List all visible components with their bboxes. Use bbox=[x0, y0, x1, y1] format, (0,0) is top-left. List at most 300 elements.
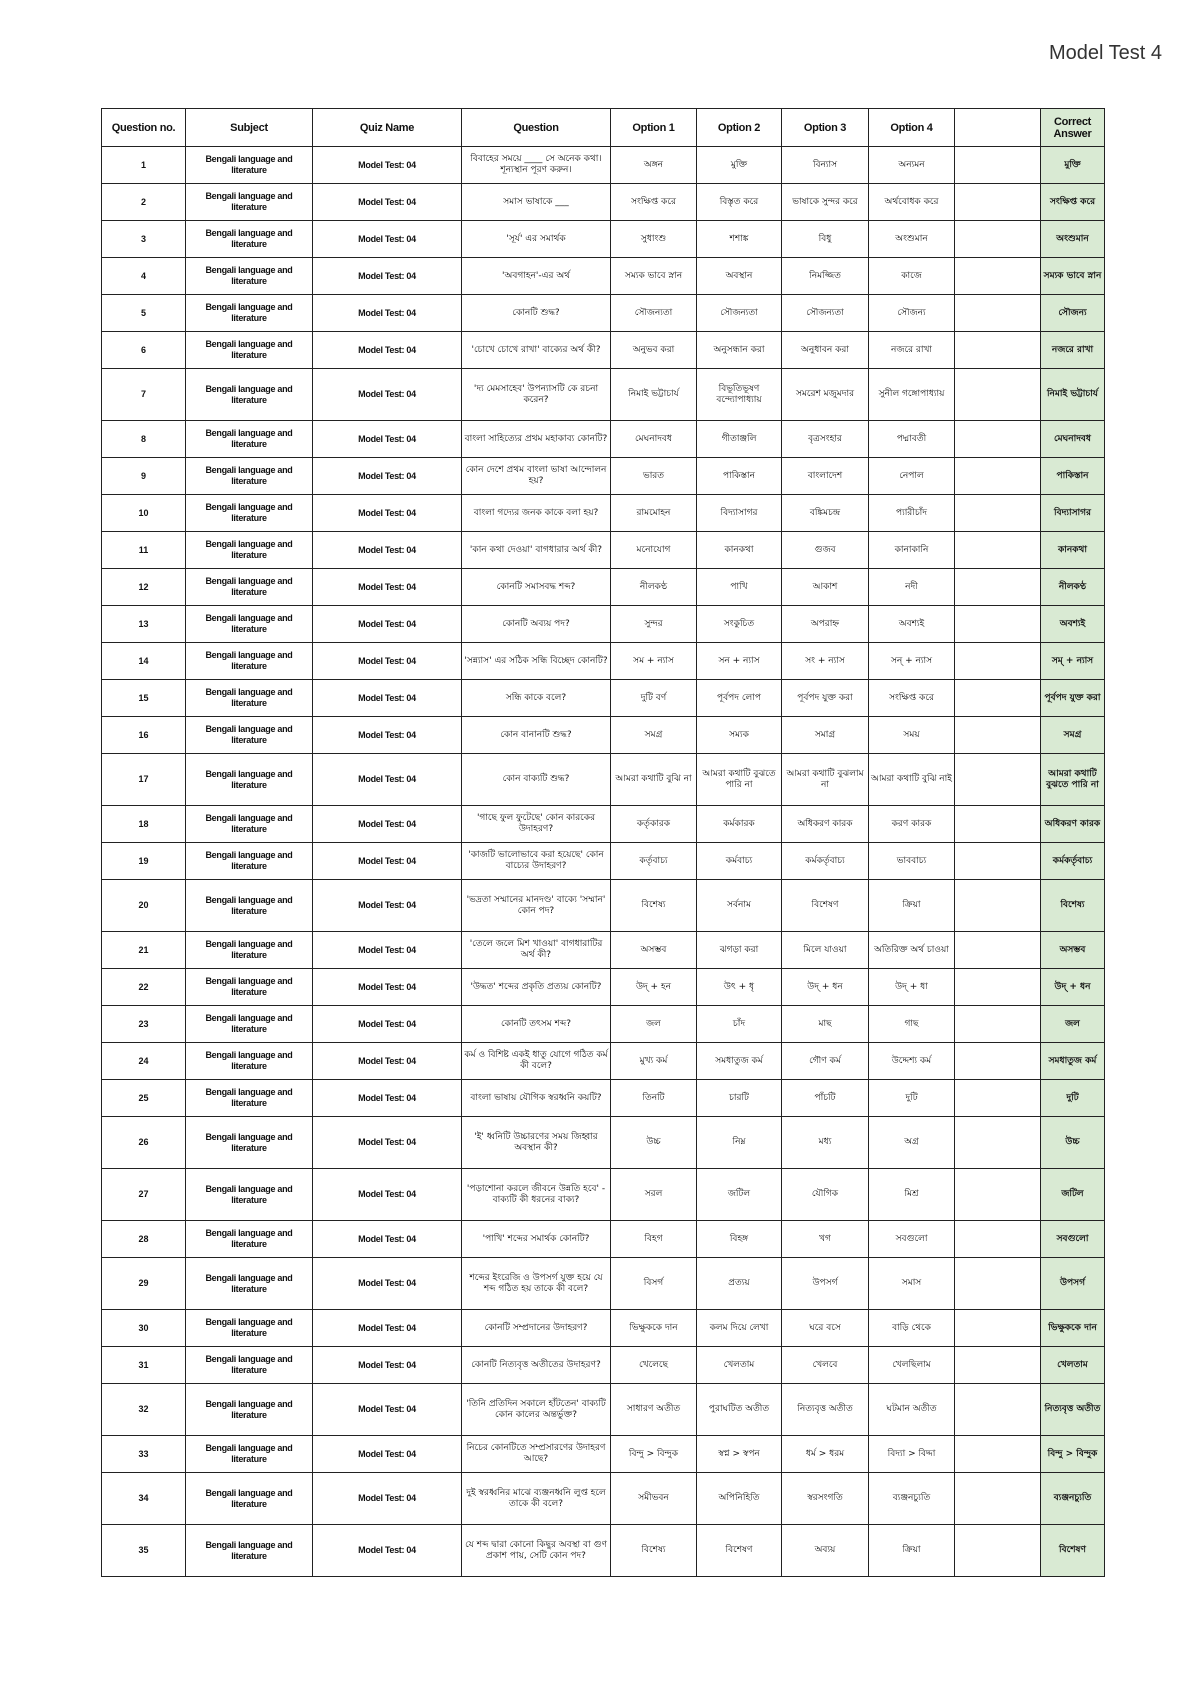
correct-answer-cell: উপসর্গ bbox=[1041, 1258, 1105, 1310]
question-cell: 'কান কথা দেওয়া' বাগধারার অর্থ কী? bbox=[462, 532, 611, 569]
table-row bbox=[102, 1080, 1105, 1117]
blank-cell bbox=[955, 1169, 1041, 1221]
page-title: Model Test 4 bbox=[1048, 42, 1162, 64]
question-cell: কোনটি অব্যয় পদ? bbox=[462, 606, 611, 643]
subject-cell: Bengali language and literature bbox=[186, 969, 313, 1006]
table-row bbox=[102, 1169, 1105, 1221]
option-1-cell: বিশেষ্য bbox=[611, 880, 697, 932]
subject-cell: Bengali language and literature bbox=[186, 295, 313, 332]
option-4-cell: করণ কারক bbox=[869, 806, 955, 843]
option-4-cell: মিশ্র bbox=[869, 1169, 955, 1221]
subject-cell: Bengali language and literature bbox=[186, 1347, 313, 1384]
correct-answer-cell: সংক্ষিপ্ত করে bbox=[1041, 184, 1105, 221]
option-2-cell: পাকিস্তান bbox=[697, 458, 782, 495]
option-2-cell: সন + ন্যাস bbox=[697, 643, 782, 680]
option-3-cell: অপরাহ্ন bbox=[782, 606, 869, 643]
option-4-cell: অতিরিক্ত অর্থ চাওয়া bbox=[869, 932, 955, 969]
option-4-cell: বিদ্যা > বিদ্দা bbox=[869, 1436, 955, 1473]
option-2-cell: সংকুচিত bbox=[697, 606, 782, 643]
subject-cell: Bengali language and literature bbox=[186, 932, 313, 969]
blank-cell bbox=[955, 1384, 1041, 1436]
option-2-cell: বিভূতিভূষণ বন্দ্যোপাধ্যায় bbox=[697, 369, 782, 421]
option-2-cell: চারটি bbox=[697, 1080, 782, 1117]
quiz-name-cell: Model Test: 04 bbox=[313, 147, 462, 184]
question-cell: 'সূর্য' এর সমার্থক bbox=[462, 221, 611, 258]
option-1-cell: সমগ্র bbox=[611, 717, 697, 754]
question-number: 33 bbox=[102, 1436, 186, 1473]
table-row bbox=[102, 295, 1105, 332]
table-row bbox=[102, 569, 1105, 606]
table-row bbox=[102, 880, 1105, 932]
option-4-cell: সমাস bbox=[869, 1258, 955, 1310]
table-row bbox=[102, 680, 1105, 717]
quiz-name-cell: Model Test: 04 bbox=[313, 1080, 462, 1117]
question-cell: কোন দেশে প্রথম বাংলা ভাষা আন্দোলন হয়? bbox=[462, 458, 611, 495]
option-4-cell: অর্থবোধক করে bbox=[869, 184, 955, 221]
header-subject: Subject bbox=[186, 109, 313, 147]
question-number: 6 bbox=[102, 332, 186, 369]
quiz-name-cell: Model Test: 04 bbox=[313, 458, 462, 495]
question-number: 1 bbox=[102, 147, 186, 184]
option-1-cell: উচ্চ bbox=[611, 1117, 697, 1169]
blank-cell bbox=[955, 717, 1041, 754]
correct-answer-cell: খেলতাম bbox=[1041, 1347, 1105, 1384]
option-2-cell: অপিনিহিতি bbox=[697, 1473, 782, 1525]
option-4-cell: সময় bbox=[869, 717, 955, 754]
option-1-cell: সৌজন্যতা bbox=[611, 295, 697, 332]
option-3-cell: সং + ন্যাস bbox=[782, 643, 869, 680]
quiz-name-cell: Model Test: 04 bbox=[313, 1473, 462, 1525]
question-number: 2 bbox=[102, 184, 186, 221]
question-number: 7 bbox=[102, 369, 186, 421]
table-row bbox=[102, 458, 1105, 495]
quiz-name-cell: Model Test: 04 bbox=[313, 643, 462, 680]
option-1-cell: অঙ্গন bbox=[611, 147, 697, 184]
subject-cell: Bengali language and literature bbox=[186, 643, 313, 680]
quiz-name-cell: Model Test: 04 bbox=[313, 932, 462, 969]
table-row bbox=[102, 1221, 1105, 1258]
correct-answer-cell: উচ্চ bbox=[1041, 1117, 1105, 1169]
question-number: 18 bbox=[102, 806, 186, 843]
option-3-cell: যৌগিক bbox=[782, 1169, 869, 1221]
option-3-cell: ধর্ম > ধরম bbox=[782, 1436, 869, 1473]
option-4-cell: কানাকানি bbox=[869, 532, 955, 569]
option-4-cell: ভাববাচ্য bbox=[869, 843, 955, 880]
correct-answer-cell: অংশুমান bbox=[1041, 221, 1105, 258]
subject-cell: Bengali language and literature bbox=[186, 843, 313, 880]
table-row bbox=[102, 717, 1105, 754]
option-1-cell: বিহগ bbox=[611, 1221, 697, 1258]
question-cell: কর্ম ও বিশিষ্ট একই ধাতু যোগে গঠিত কর্ম কী বলে? bbox=[462, 1043, 611, 1080]
option-3-cell: বাংলাদেশ bbox=[782, 458, 869, 495]
option-1-cell: তিনটি bbox=[611, 1080, 697, 1117]
quiz-name-cell: Model Test: 04 bbox=[313, 295, 462, 332]
question-number: 12 bbox=[102, 569, 186, 606]
option-2-cell: স্বপ্ন > স্বপন bbox=[697, 1436, 782, 1473]
table-row bbox=[102, 1436, 1105, 1473]
subject-cell: Bengali language and literature bbox=[186, 1436, 313, 1473]
correct-answer-cell: অসম্ভব bbox=[1041, 932, 1105, 969]
option-4-cell: উদ্ + ধা bbox=[869, 969, 955, 1006]
option-2-cell: চাঁদ bbox=[697, 1006, 782, 1043]
quiz-name-cell: Model Test: 04 bbox=[313, 258, 462, 295]
option-2-cell: শশাঙ্ক bbox=[697, 221, 782, 258]
correct-answer-cell: বিশেষ্য bbox=[1041, 880, 1105, 932]
question-number: 3 bbox=[102, 221, 186, 258]
question-cell: শব্দের ইংরেজি ও উপসর্গ যুক্ত হয়ে যে শব্দ গঠিত হয় তাকে কী বলে? bbox=[462, 1258, 611, 1310]
blank-cell bbox=[955, 1221, 1041, 1258]
subject-cell: Bengali language and literature bbox=[186, 1258, 313, 1310]
option-4-cell: বাড়ি থেকে bbox=[869, 1310, 955, 1347]
option-1-cell: সমীভবন bbox=[611, 1473, 697, 1525]
option-1-cell: নীলকণ্ঠ bbox=[611, 569, 697, 606]
option-1-cell: বিসর্গ bbox=[611, 1258, 697, 1310]
option-1-cell: সুধাংশু bbox=[611, 221, 697, 258]
option-3-cell: মিলে যাওয়া bbox=[782, 932, 869, 969]
option-1-cell: মেঘনাদবধ bbox=[611, 421, 697, 458]
option-2-cell: সৌজন্যতা bbox=[697, 295, 782, 332]
question-cell: 'তেলে জলে মিশ খাওয়া' বাগধারাটির অর্থ কী? bbox=[462, 932, 611, 969]
subject-cell: Bengali language and literature bbox=[186, 332, 313, 369]
header-option-1: Option 1 bbox=[611, 109, 697, 147]
question-cell: 'পাখি' শব্দের সমার্থক কোনটি? bbox=[462, 1221, 611, 1258]
correct-answer-cell: নজরে রাখা bbox=[1041, 332, 1105, 369]
blank-cell bbox=[955, 421, 1041, 458]
option-3-cell: ভাষাকে সুন্দর করে bbox=[782, 184, 869, 221]
blank-cell bbox=[955, 1043, 1041, 1080]
blank-cell bbox=[955, 806, 1041, 843]
option-3-cell: স্বরসংগতি bbox=[782, 1473, 869, 1525]
table-row bbox=[102, 932, 1105, 969]
quiz-name-cell: Model Test: 04 bbox=[313, 806, 462, 843]
correct-answer-cell: সৌজন্য bbox=[1041, 295, 1105, 332]
option-2-cell: প্রত্যয় bbox=[697, 1258, 782, 1310]
option-1-cell: ভিক্ষুককে দান bbox=[611, 1310, 697, 1347]
option-3-cell: উদ্ + ধন bbox=[782, 969, 869, 1006]
quiz-name-cell: Model Test: 04 bbox=[313, 532, 462, 569]
option-4-cell: প্যারীচাঁদ bbox=[869, 495, 955, 532]
quiz-name-cell: Model Test: 04 bbox=[313, 1117, 462, 1169]
table-row bbox=[102, 221, 1105, 258]
blank-cell bbox=[955, 843, 1041, 880]
question-number: 20 bbox=[102, 880, 186, 932]
question-number: 8 bbox=[102, 421, 186, 458]
option-2-cell: পাখি bbox=[697, 569, 782, 606]
option-3-cell: অনুধাবন করা bbox=[782, 332, 869, 369]
option-3-cell: মধ্য bbox=[782, 1117, 869, 1169]
question-number: 35 bbox=[102, 1525, 186, 1577]
subject-cell: Bengali language and literature bbox=[186, 221, 313, 258]
quiz-table bbox=[101, 108, 1105, 1577]
option-1-cell: অসম্ভব bbox=[611, 932, 697, 969]
blank-cell bbox=[955, 184, 1041, 221]
question-cell: সন্ধি কাকে বলে? bbox=[462, 680, 611, 717]
option-3-cell: সমাগ্র bbox=[782, 717, 869, 754]
option-3-cell: মাছ bbox=[782, 1006, 869, 1043]
option-1-cell: অনুভব করা bbox=[611, 332, 697, 369]
option-3-cell: খেলবে bbox=[782, 1347, 869, 1384]
question-number: 19 bbox=[102, 843, 186, 880]
option-3-cell: আমরা কথাটি বুঝলাম না bbox=[782, 754, 869, 806]
question-cell: বাংলা ভাষায় যৌগিক স্বরধ্বনি কয়টি? bbox=[462, 1080, 611, 1117]
option-4-cell: পদ্মাবতী bbox=[869, 421, 955, 458]
option-2-cell: পূর্বপদ লোপ bbox=[697, 680, 782, 717]
option-3-cell: অব্যয় bbox=[782, 1525, 869, 1577]
table-row bbox=[102, 969, 1105, 1006]
question-cell: 'ই' ধ্বনিটি উচ্চারণের সময় জিহ্বার অবস্থান কী? bbox=[462, 1117, 611, 1169]
blank-cell bbox=[955, 1436, 1041, 1473]
option-2-cell: অনুসন্ধান করা bbox=[697, 332, 782, 369]
quiz-name-cell: Model Test: 04 bbox=[313, 1043, 462, 1080]
option-1-cell: সম + ন্যাস bbox=[611, 643, 697, 680]
question-cell: 'সন্ন্যাস' এর সঠিক সন্ধি বিচ্ছেদ কোনটি? bbox=[462, 643, 611, 680]
subject-cell: Bengali language and literature bbox=[186, 458, 313, 495]
correct-answer-cell: সমধাতুজ কর্ম bbox=[1041, 1043, 1105, 1080]
option-3-cell: সমরেশ মজুমদার bbox=[782, 369, 869, 421]
quiz-name-cell: Model Test: 04 bbox=[313, 221, 462, 258]
subject-cell: Bengali language and literature bbox=[186, 421, 313, 458]
quiz-name-cell: Model Test: 04 bbox=[313, 1006, 462, 1043]
blank-cell bbox=[955, 754, 1041, 806]
quiz-name-cell: Model Test: 04 bbox=[313, 421, 462, 458]
quiz-name-cell: Model Test: 04 bbox=[313, 369, 462, 421]
option-4-cell: নজরে রাখা bbox=[869, 332, 955, 369]
option-4-cell: নদী bbox=[869, 569, 955, 606]
table-row bbox=[102, 754, 1105, 806]
table-row bbox=[102, 806, 1105, 843]
option-1-cell: নিমাই ভট্টাচার্য bbox=[611, 369, 697, 421]
option-4-cell: সুনীল গঙ্গোপাধ্যায় bbox=[869, 369, 955, 421]
option-3-cell: আকাশ bbox=[782, 569, 869, 606]
question-number: 25 bbox=[102, 1080, 186, 1117]
option-4-cell: ক্রিয়া bbox=[869, 1525, 955, 1577]
option-1-cell: দুটি বর্ণ bbox=[611, 680, 697, 717]
option-1-cell: সুন্দর bbox=[611, 606, 697, 643]
table-row bbox=[102, 643, 1105, 680]
blank-cell bbox=[955, 458, 1041, 495]
option-2-cell: কর্মবাচ্য bbox=[697, 843, 782, 880]
table-body bbox=[102, 147, 1105, 1577]
question-cell: বাংলা সাহিত্যের প্রথম মহাকাব্য কোনটি? bbox=[462, 421, 611, 458]
option-2-cell: পুরাঘটিত অতীত bbox=[697, 1384, 782, 1436]
blank-cell bbox=[955, 1006, 1041, 1043]
option-2-cell: বিশেষণ bbox=[697, 1525, 782, 1577]
correct-answer-cell: ব্যঞ্জনচ্যুতি bbox=[1041, 1473, 1105, 1525]
table-row bbox=[102, 1347, 1105, 1384]
correct-answer-cell: উদ্ + ধন bbox=[1041, 969, 1105, 1006]
quiz-name-cell: Model Test: 04 bbox=[313, 184, 462, 221]
subject-cell: Bengali language and literature bbox=[186, 369, 313, 421]
correct-answer-cell: বিশেষণ bbox=[1041, 1525, 1105, 1577]
subject-cell: Bengali language and literature bbox=[186, 1006, 313, 1043]
option-3-cell: কর্মকর্তৃবাচ্য bbox=[782, 843, 869, 880]
blank-cell bbox=[955, 221, 1041, 258]
correct-answer-cell: মুক্তি bbox=[1041, 147, 1105, 184]
subject-cell: Bengali language and literature bbox=[186, 1384, 313, 1436]
subject-cell: Bengali language and literature bbox=[186, 1221, 313, 1258]
option-3-cell: বঙ্কিমচন্দ্র bbox=[782, 495, 869, 532]
subject-cell: Bengali language and literature bbox=[186, 495, 313, 532]
option-3-cell: গুজব bbox=[782, 532, 869, 569]
quiz-name-cell: Model Test: 04 bbox=[313, 843, 462, 880]
option-2-cell: নিম্ন bbox=[697, 1117, 782, 1169]
option-1-cell: বিশেষ্য bbox=[611, 1525, 697, 1577]
question-number: 21 bbox=[102, 932, 186, 969]
option-2-cell: বিদ্যাসাগর bbox=[697, 495, 782, 532]
subject-cell: Bengali language and literature bbox=[186, 1473, 313, 1525]
question-cell: 'গাছে ফুল ফুটেছে' কোন কারকের উদাহরণ? bbox=[462, 806, 611, 843]
subject-cell: Bengali language and literature bbox=[186, 258, 313, 295]
subject-cell: Bengali language and literature bbox=[186, 532, 313, 569]
option-2-cell: কলম দিয়ে লেখা bbox=[697, 1310, 782, 1347]
option-1-cell: মনোযোগ bbox=[611, 532, 697, 569]
table-row bbox=[102, 147, 1105, 184]
correct-answer-cell: অবশ্যই bbox=[1041, 606, 1105, 643]
option-1-cell: সাধারণ অতীত bbox=[611, 1384, 697, 1436]
question-cell: কোনটি সম্প্রদানের উদাহরণ? bbox=[462, 1310, 611, 1347]
option-3-cell: বিধু bbox=[782, 221, 869, 258]
option-4-cell: অগ্র bbox=[869, 1117, 955, 1169]
option-2-cell: উৎ + ধৃ bbox=[697, 969, 782, 1006]
quiz-name-cell: Model Test: 04 bbox=[313, 1310, 462, 1347]
option-2-cell: মুক্তি bbox=[697, 147, 782, 184]
question-cell: 'অবগাহন'-এর অর্থ bbox=[462, 258, 611, 295]
option-2-cell: বিহঙ্গ bbox=[697, 1221, 782, 1258]
question-cell: বিবাহের সময়ে ____ সে অনেক কথা। শূন্যস্থান পূরণ করুন। bbox=[462, 147, 611, 184]
question-cell: নিচের কোনটিতে সম্প্রসারণের উদাহরণ আছে? bbox=[462, 1436, 611, 1473]
subject-cell: Bengali language and literature bbox=[186, 1169, 313, 1221]
question-number: 15 bbox=[102, 680, 186, 717]
table-row bbox=[102, 1384, 1105, 1436]
blank-cell bbox=[955, 532, 1041, 569]
table-row bbox=[102, 1258, 1105, 1310]
subject-cell: Bengali language and literature bbox=[186, 184, 313, 221]
subject-cell: Bengali language and literature bbox=[186, 880, 313, 932]
header-question-no: Question no. bbox=[102, 109, 186, 147]
blank-cell bbox=[955, 1473, 1041, 1525]
header-option-4: Option 4 bbox=[869, 109, 955, 147]
subject-cell: Bengali language and literature bbox=[186, 680, 313, 717]
subject-cell: Bengali language and literature bbox=[186, 569, 313, 606]
quiz-name-cell: Model Test: 04 bbox=[313, 495, 462, 532]
correct-answer-cell: পাকিস্তান bbox=[1041, 458, 1105, 495]
table-row bbox=[102, 1525, 1105, 1577]
question-number: 26 bbox=[102, 1117, 186, 1169]
blank-cell bbox=[955, 969, 1041, 1006]
correct-answer-cell: বিদ্যাসাগর bbox=[1041, 495, 1105, 532]
quiz-name-cell: Model Test: 04 bbox=[313, 332, 462, 369]
quiz-name-cell: Model Test: 04 bbox=[313, 1347, 462, 1384]
option-2-cell: সর্বনাম bbox=[697, 880, 782, 932]
table-row bbox=[102, 258, 1105, 295]
option-2-cell: ঝগড়া করা bbox=[697, 932, 782, 969]
blank-cell bbox=[955, 295, 1041, 332]
question-number: 27 bbox=[102, 1169, 186, 1221]
blank-cell bbox=[955, 258, 1041, 295]
option-1-cell: সংক্ষিপ্ত করে bbox=[611, 184, 697, 221]
blank-cell bbox=[955, 1525, 1041, 1577]
blank-cell bbox=[955, 643, 1041, 680]
table-row bbox=[102, 1310, 1105, 1347]
subject-cell: Bengali language and literature bbox=[186, 1080, 313, 1117]
correct-answer-cell: মেঘনাদবধ bbox=[1041, 421, 1105, 458]
correct-answer-cell: কর্মকর্তৃবাচ্য bbox=[1041, 843, 1105, 880]
option-4-cell: কাজে bbox=[869, 258, 955, 295]
option-4-cell: আমরা কথাটি বুঝি নাই bbox=[869, 754, 955, 806]
question-cell: দুই স্বরধ্বনির মাঝে ব্যঞ্জনধ্বনি লুপ্ত হলে তাকে কী বলে? bbox=[462, 1473, 611, 1525]
option-1-cell: উদ্ + হন bbox=[611, 969, 697, 1006]
correct-answer-cell: সমগ্র bbox=[1041, 717, 1105, 754]
blank-cell bbox=[955, 1258, 1041, 1310]
option-2-cell: গীতাঞ্জলি bbox=[697, 421, 782, 458]
quiz-name-cell: Model Test: 04 bbox=[313, 1384, 462, 1436]
subject-cell: Bengali language and literature bbox=[186, 606, 313, 643]
option-4-cell: খেলছিলাম bbox=[869, 1347, 955, 1384]
correct-answer-cell: বিন্দু > বিন্দুক bbox=[1041, 1436, 1105, 1473]
question-number: 29 bbox=[102, 1258, 186, 1310]
option-4-cell: সবগুলো bbox=[869, 1221, 955, 1258]
quiz-name-cell: Model Test: 04 bbox=[313, 1436, 462, 1473]
question-number: 28 bbox=[102, 1221, 186, 1258]
blank-cell bbox=[955, 1117, 1041, 1169]
quiz-name-cell: Model Test: 04 bbox=[313, 1169, 462, 1221]
question-number: 34 bbox=[102, 1473, 186, 1525]
question-cell: বাংলা গদ্যের জনক কাকে বলা হয়? bbox=[462, 495, 611, 532]
question-number: 22 bbox=[102, 969, 186, 1006]
option-4-cell: সংক্ষিপ্ত করে bbox=[869, 680, 955, 717]
option-1-cell: রামমোহন bbox=[611, 495, 697, 532]
blank-cell bbox=[955, 369, 1041, 421]
option-4-cell: সন্ + ন্যাস bbox=[869, 643, 955, 680]
subject-cell: Bengali language and literature bbox=[186, 717, 313, 754]
question-cell: 'কাজটি ভালোভাবে করা হয়েছে' কোন বাচ্যের উদাহরণ? bbox=[462, 843, 611, 880]
question-number: 32 bbox=[102, 1384, 186, 1436]
option-1-cell: আমরা কথাটি বুঝি না bbox=[611, 754, 697, 806]
correct-answer-cell: নীলকণ্ঠ bbox=[1041, 569, 1105, 606]
question-cell: সমাস ভাষাকে ___ bbox=[462, 184, 611, 221]
correct-answer-cell: জটিল bbox=[1041, 1169, 1105, 1221]
correct-answer-cell: নিত্যবৃত্ত অতীত bbox=[1041, 1384, 1105, 1436]
question-number: 9 bbox=[102, 458, 186, 495]
quiz-name-cell: Model Test: 04 bbox=[313, 969, 462, 1006]
question-cell: 'তিনি প্রতিদিন সকালে হাঁটতেন' বাক্যটি কোন কালের অন্তর্ভুক্ত? bbox=[462, 1384, 611, 1436]
blank-cell bbox=[955, 147, 1041, 184]
correct-answer-cell: আমরা কথাটি বুঝতে পারি না bbox=[1041, 754, 1105, 806]
question-number: 24 bbox=[102, 1043, 186, 1080]
quiz-name-cell: Model Test: 04 bbox=[313, 606, 462, 643]
correct-answer-cell: নিমাই ভট্টাচার্য bbox=[1041, 369, 1105, 421]
quiz-name-cell: Model Test: 04 bbox=[313, 569, 462, 606]
option-1-cell: সম্যক ভাবে স্নান bbox=[611, 258, 697, 295]
subject-cell: Bengali language and literature bbox=[186, 1525, 313, 1577]
table-row bbox=[102, 369, 1105, 421]
header-option-3: Option 3 bbox=[782, 109, 869, 147]
header-question: Question bbox=[462, 109, 611, 147]
question-number: 5 bbox=[102, 295, 186, 332]
option-1-cell: জল bbox=[611, 1006, 697, 1043]
option-1-cell: খেলেছে bbox=[611, 1347, 697, 1384]
question-cell: কোনটি শুদ্ধ? bbox=[462, 295, 611, 332]
option-2-cell: অবস্থান bbox=[697, 258, 782, 295]
question-cell: কোন বানানটি শুদ্ধ? bbox=[462, 717, 611, 754]
table-row bbox=[102, 606, 1105, 643]
option-2-cell: খেলতাম bbox=[697, 1347, 782, 1384]
option-2-cell: সমধাতুজ কর্ম bbox=[697, 1043, 782, 1080]
question-number: 23 bbox=[102, 1006, 186, 1043]
table-header-row bbox=[102, 109, 1105, 147]
subject-cell: Bengali language and literature bbox=[186, 754, 313, 806]
question-cell: 'চোখে চোখে রাখা' বাক্যের অর্থ কী? bbox=[462, 332, 611, 369]
